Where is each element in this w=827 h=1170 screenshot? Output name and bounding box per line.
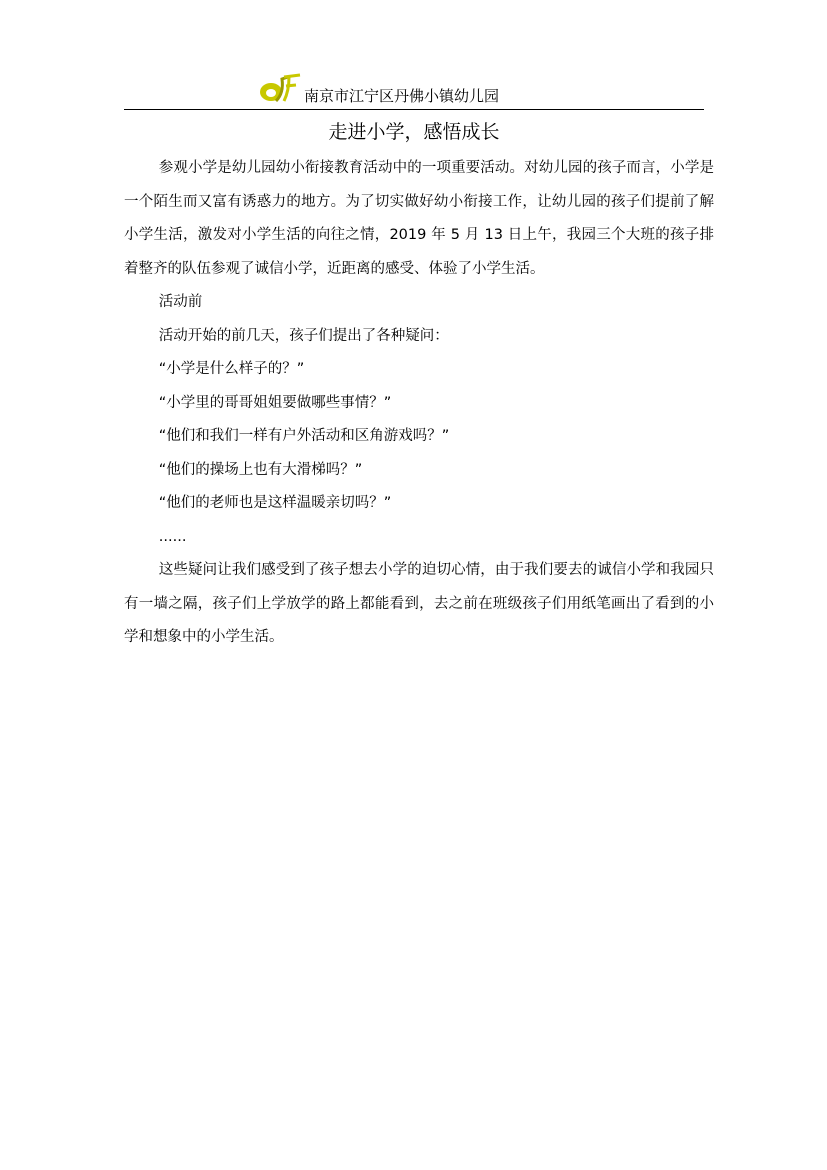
document-body bbox=[124, 152, 714, 655]
header-divider bbox=[124, 109, 704, 110]
intro-paragraph: 参观小学是幼儿园幼小衔接教育活动中的一项重要活动。对幼儿园的孩子而言，小学是一个陌生而又富有诱惑力的地方。为了切实做好幼小衔接工作，让幼儿园的孩子们提前了解小学生活，激发对小学生活的向往之情，2019 年 5 月 13 日上午，我园三个大班的孩子排着整齐的队伍参观了诚信小学，近距离的感受、体验了小学生活。 bbox=[124, 160, 714, 277]
question-item: “他们的老师也是这样温暖亲切吗？” bbox=[158, 495, 392, 511]
questions-intro: 活动开始的前几天，孩子们提出了各种疑问： bbox=[158, 327, 449, 344]
kindergarten-logo bbox=[258, 73, 302, 105]
logo-circle-hole bbox=[266, 89, 276, 97]
ellipsis-line: ...... bbox=[158, 528, 187, 545]
logo-f-bar-top bbox=[284, 75, 300, 77]
logo-f-stem bbox=[284, 77, 289, 101]
closing-paragraph: 这些疑问让我们感受到了孩子想去小学的迫切心情，由于我们要去的诚信小学和我园只有一墙之隔，孩子们上学放学的路上都能看到，去之前在班级孩子们用纸笔画出了看到的小学和想象中的小学生活。 bbox=[124, 562, 714, 645]
header-org-name: 南京市江宁区丹佛小镇幼儿园 bbox=[304, 87, 500, 105]
question-item: “小学里的哥哥姐姐要做哪些事情？” bbox=[158, 394, 392, 411]
question-item: “他们和我们一样有户外活动和区角游戏吗？” bbox=[158, 428, 450, 444]
document-title: 走进小学，感悟成长 bbox=[328, 121, 500, 143]
section-heading-before-activity: 活动前 bbox=[158, 294, 203, 310]
question-item: “他们的操场上也有大滑梯吗？” bbox=[158, 461, 363, 478]
question-item: “小学是什么样子的？” bbox=[158, 361, 305, 377]
page-header bbox=[124, 70, 704, 110]
